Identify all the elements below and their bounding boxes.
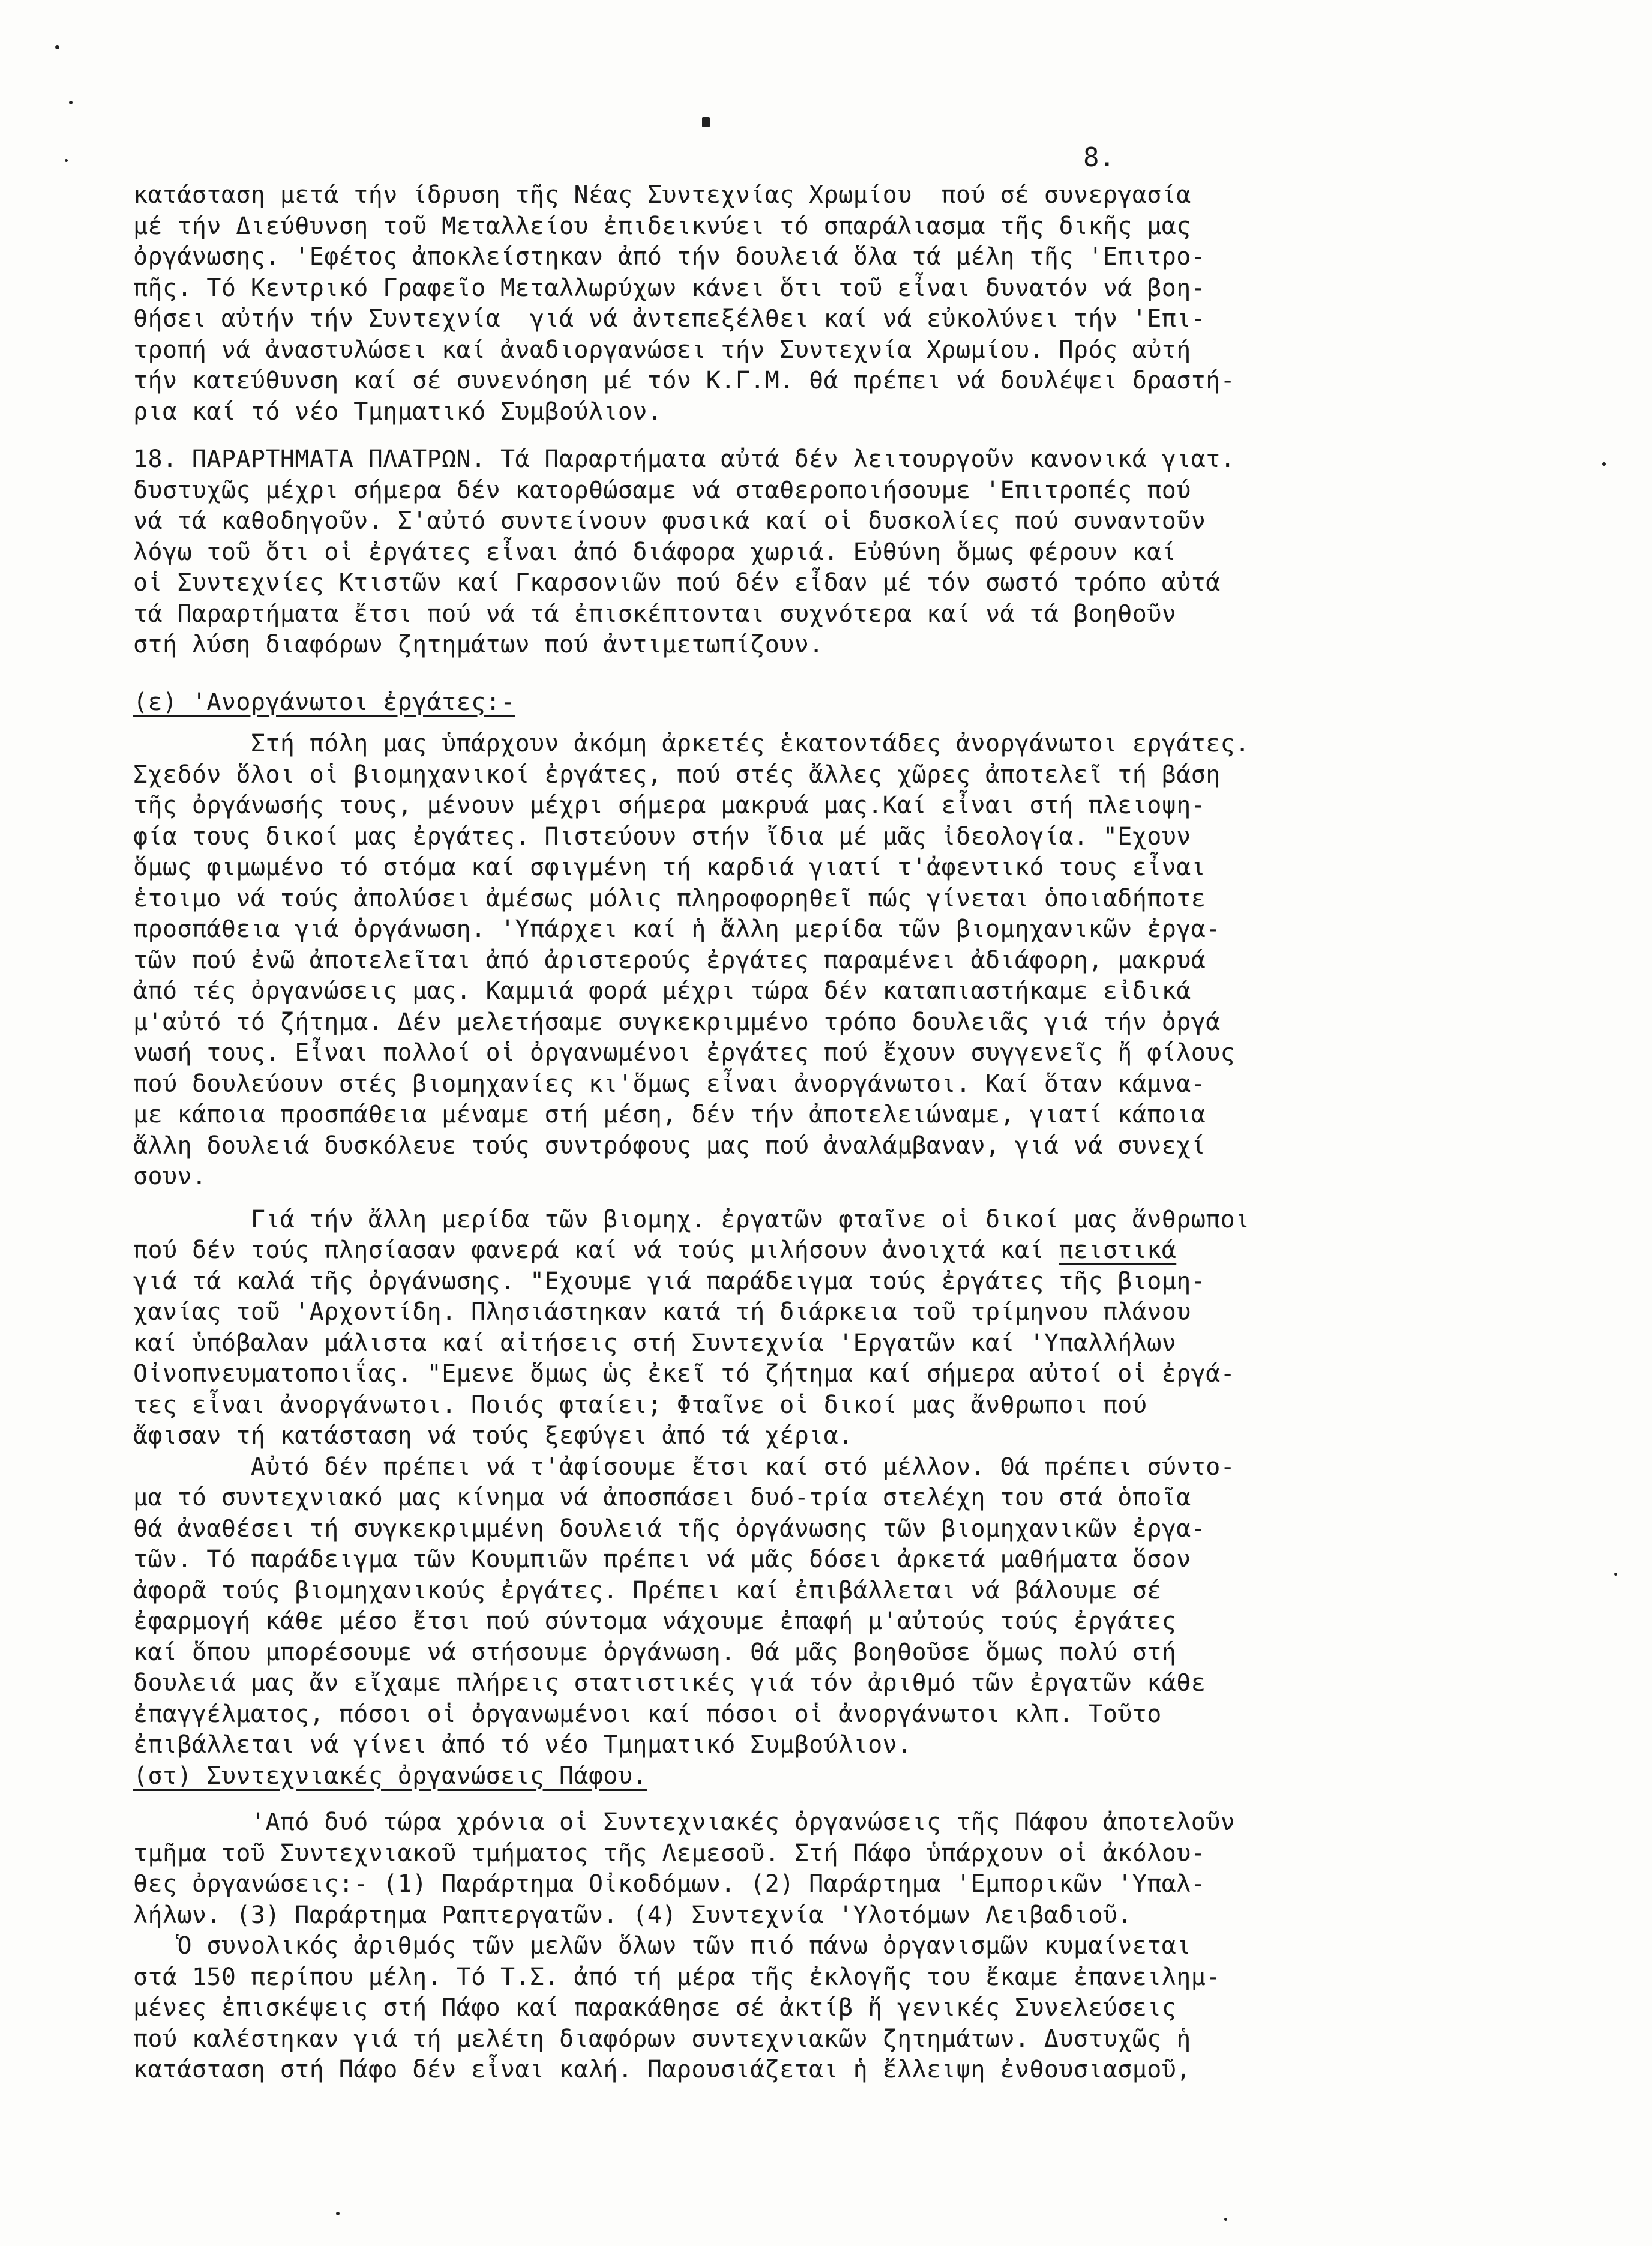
text-line: ἀπό τές ὀργανώσεις μας. Καμμιά φορά μέχρι τώρα δέν καταπιαστήκαμε εἰδικά [133, 977, 1191, 1005]
text-line: ὀργάνωσης. 'Εφέτος ἀποκλείστηκαν ἀπό τήν δουλειά ὅλα τά μέλη τῆς 'Επιτρο- [133, 243, 1206, 271]
scan-speck [1614, 1573, 1617, 1576]
page-number: 8. [1083, 142, 1115, 173]
text-line: νά τά καθοδηγοῦν. Σ'αὐτό συντείνουν φυσικά καί οἱ δυσκολίες πού συναντοῦν [133, 507, 1206, 535]
text-line: προσπάθεια γιά ὀργάνωση. 'Υπάρχει καί ἡ ἄλλη μερίδα τῶν βιομηχανικῶν ἐργα- [133, 915, 1221, 943]
text-line: ἐπιβάλλεται νά γίνει ἀπό τό νέο Τμηματικό Συμβούλιον. [133, 1731, 912, 1759]
text-line: μένες ἐπισκέψεις στή Πάφο καί παρακάθησε σέ ἀκτίβ ἤ γενικές Συνελεύσεις [133, 1994, 1177, 2022]
text-line: 'Από δυό τώρα χρόνια οἱ Συντεχνιακές ὀργανώσεις τῆς Πάφου ἀποτελοῦν [133, 1808, 1236, 1836]
text-line: θά ἀναθέσει τή συγκεκριμμένη δουλειά τῆς ὀργάνωσης τῶν βιομηχανικῶν ἐργα- [133, 1514, 1206, 1543]
text-line: γιά τά καλά τῆς ὀργάνωσης. "Εχουμε γιά παράδειγμα τούς ἐργάτες τῆς βιομη- [133, 1267, 1206, 1295]
text-line: καί ὑπόβαλαν μάλιστα καί αἰτήσεις στή Συντεχνία 'Εργατῶν καί 'Υπαλλήλων [133, 1329, 1177, 1357]
text-line: σουν. [133, 1163, 207, 1190]
scan-speck [69, 101, 73, 104]
text-line: θες ὀργανώσεις:- (1) Παράρτημα Οἰκοδόμων. (2) Παράρτημα 'Εμπορικῶν 'Υπαλ- [133, 1870, 1206, 1898]
text-line: θήσει αὐτήν τήν Συντεχνία γιά νά ἀντεπεξέλθει καί νά εὐκολύνει τήν 'Επι- [133, 305, 1206, 333]
text-line: κατάσταση στή Πάφο δέν εἶναι καλή. Παρουσιάζεται ἡ ἔλλειψη ἐνθουσιασμοῦ, [133, 2056, 1191, 2083]
text-line: τῶν πού ἐνῶ ἀποτελεῖται ἀπό ἀριστερούς ἐργάτες παραμένει ἀδιάφορη, μακρυά [133, 946, 1206, 974]
paragraph-paphos [133, 1807, 1453, 2086]
text-line: χανίας τοῦ 'Αρχοντίδη. Πλησιάστηκαν κατά τή διάρκεια τοῦ τρίμηνου πλάνου [133, 1298, 1191, 1326]
text-line: Οἰνοπνευματοποιΐας. "Εμενε ὅμως ὡς ἐκεῖ τό ζήτημα καί σήμερα αὐτοί οἱ ἐργά- [133, 1360, 1236, 1388]
text-line: Σχεδόν ὅλοι οἱ βιομηχανικοί ἐργάτες, πού στές ἄλλες χῶρες ἀποτελεῖ τή βάση [133, 760, 1221, 789]
paragraph-unorganized-workers [133, 729, 1453, 1193]
text-line: ἐφαρμογή κάθε μέσο ἔτσι πού σύντομα νάχουμε ἐπαφή μ'αὐτούς τούς ἐργάτες [133, 1607, 1177, 1635]
text-line: με κάποια προσπάθεια μέναμε στή μέση, δέν τήν ἀποτελειώναμε, γιατί κάποια [133, 1101, 1206, 1128]
text-line: μ'αὐτό τό ζήτημα. Δέν μελετήσαμε συγκεκριμμένο τρόπο δουλειᾶς γιά τήν ὀργά [133, 1008, 1221, 1036]
text-line: Ὁ συνολικός ἀριθμός τῶν μελῶν ὅλων τῶν πιό πάνω ὀργανισμῶν κυμαίνεται [133, 1932, 1191, 1960]
scan-speck [1224, 2218, 1227, 2221]
section-heading-unorganized-workers: (ε) 'Ανοργάνωτοι ἐργάτες:- [133, 688, 515, 716]
text-line: τῶν. Τό παράδειγμα τῶν Κουμπιῶν πρέπει νά μᾶς δόσει ἀρκετά μαθήματα ὅσον [133, 1546, 1191, 1573]
section-heading-paphos-unions: (στ) Συντεχνιακές ὀργανώσεις Πάφου. [133, 1762, 647, 1790]
text-segment: πού δέν τούς πλησίασαν φανερά καί νά τούς μιλήσουν ἀνοιχτά καί [133, 1236, 1059, 1264]
text-line: 18. ΠΑΡΑΡΤΗΜΑΤΑ ΠΛΑΤΡΩΝ. Τά Παραρτήματα αὐτά δέν λειτουργοῦν κανονικά γιατ. [133, 445, 1236, 473]
paragraph-chromium-union [133, 180, 1453, 427]
text-line: καί ὅπου μπορέσουμε νά στήσουμε ὀργάνωση. Θά μᾶς βοηθοῦσε ὅμως πολύ στή [133, 1638, 1177, 1666]
text-line: κατάσταση μετά τήν ίδρυση τῆς Νέας Συντεχνίας Χρωμίου πού σέ συνεργασία [133, 181, 1191, 209]
text-line: τήν κατεύθυνση καί σέ συνενόηση μέ τόν Κ.Γ.Μ. θά πρέπει νά δουλέψει δραστή- [133, 367, 1236, 394]
text-line: λήλων. (3) Παράρτημα Ραπτεργατῶν. (4) Συντεχνία 'Υλοτόμων Λειβαδιοῦ. [133, 1901, 1132, 1929]
text-line: οἱ Συντεχνίες Κτιστῶν καί Γκαρσονιῶν πού δέν εἶδαν μέ τόν σωστό τρόπο αὐτά [133, 569, 1221, 597]
text-line: ἄφισαν τή κατάσταση νά τούς ξεφύγει ἀπό τά χέρια. [133, 1422, 853, 1450]
text-line: ὅμως φιμωμένο τό στόμα καί σφιγμένη τή καρδιά γιατί τ'ἀφεντικό τους εἶναι [133, 854, 1206, 881]
text-line: δουλειά μας ἄν εἴχαμε πλήρεις στατιστικές γιά τόν ἀριθμό τῶν ἐργατῶν κάθε [133, 1669, 1206, 1697]
text-line: τες εἶναι ἀνοργάνωτοι. Ποιός φταίει; Φταῖνε οἱ δικοί μας ἄνθρωποι πού [133, 1391, 1147, 1419]
text-line: πῆς. Τό Κεντρικό Γραφεῖο Μεταλλωρύχων κάνει ὅτι τοῦ εἶναι δυνατόν νά βοη- [133, 274, 1206, 302]
text-line: Στή πόλη μας ὑπάρχουν ἀκόμη ἀρκετές ἑκατοντάδες ἀνοργάνωτοι εργάτες. [133, 730, 1250, 757]
paragraph-platres-branches [133, 444, 1453, 661]
text-line: στά 150 περίπου μέλη. Τό Τ.Σ. ἀπό τή μέρα τῆς ἐκλογῆς του ἔκαμε ἐπανειλημ- [133, 1963, 1221, 1991]
text-line: ἀφορᾶ τούς βιομηχανικούς ἐργάτες. Πρέπει καί ἐπιβάλλεται νά βάλουμε σέ [133, 1576, 1162, 1604]
text-line: τμῆμα τοῦ Συντεχνιακοῦ τμήματος τῆς Λεμεσοῦ. Στή Πάφο ὑπάρχουν οἱ ἀκόλου- [133, 1839, 1206, 1867]
text-line: δυστυχῶς μέχρι σήμερα δέν κατορθώσαμε νά σταθεροποιήσουμε 'Επιτροπές πού [133, 476, 1191, 504]
text-line: ἐπαγγέλματος, πόσοι οἱ ὀργανωμένοι καί πόσοι οἱ ἀνοργάνωτοι κλπ. Τοῦτο [133, 1700, 1162, 1728]
text-line: φία τους δικοί μας ἐργάτες. Πιστεύουν στήν ἴδια μέ μᾶς ἰδεολογία. "Εχουν [133, 822, 1191, 851]
text-line: λόγω τοῦ ὅτι οἱ ἐργάτες εἶναι ἀπό διάφορα χωριά. Εὐθύνη ὅμως φέρουν καί [133, 538, 1177, 566]
paragraph-future-actions [133, 1452, 1453, 1761]
text-line [133, 1235, 1453, 1266]
text-line: μέ τήν Διεύθυνση τοῦ Μεταλλείου ἐπιδεικνύει τό σπαράλιασμα τῆς δικῆς μας [133, 212, 1191, 240]
text-line: Γιά τήν ἄλλη μερίδα τῶν βιομηχ. ἐργατῶν φταῖνε οἱ δικοί μας ἄνθρωποι [133, 1205, 1250, 1233]
text-line: πού καλέστηκαν γιά τή μελέτη διαφόρων συντεχνιακῶν ζητημάτων. Δυστυχῶς ἡ [133, 2025, 1191, 2053]
text-line: ἑτοιμο νά τούς ἀπολύσει ἀμέσως μόλις πληροφορηθεῖ πώς γίνεται ὁποιαδήποτε [133, 884, 1206, 912]
scan-speck [336, 2212, 340, 2215]
scan-speck [1602, 462, 1606, 466]
text-line: Αὐτό δέν πρέπει νά τ'ἀφίσουμε ἔτσι καί στό μέλλον. Θά πρέπει σύντο- [133, 1453, 1236, 1481]
text-line: πού δουλεύουν στές βιομηχανίες κι'ὅμως εἶναι ἀνοργάνωτοι. Καί ὅταν κάμνα- [133, 1070, 1206, 1098]
scan-speck [55, 45, 59, 49]
text-line: στή λύση διαφόρων ζητημάτων πού ἀντιμετωπίζουν. [133, 631, 824, 658]
paragraph-industrial-workers [133, 1205, 1453, 1452]
text-line: τά Παραρτήματα ἔτσι πού νά τά ἐπισκέπτονται συχνότερα καί νά τά βοηθοῦν [133, 600, 1177, 628]
scan-speck [702, 117, 710, 127]
document-body [133, 180, 1453, 2086]
text-line: μα τό συντεχνιακό μας κίνημα νά ἀποσπάσει δυό-τρία στελέχη του στά ὁποῖα [133, 1484, 1191, 1511]
text-line: ἄλλη δουλειά δυσκόλευε τούς συντρόφους μας πού ἀναλάμβαναν, γιά νά συνεχί [133, 1131, 1206, 1160]
scan-speck [65, 159, 68, 162]
text-line: τῆς ὀργάνωσής τους, μένουν μέχρι σήμερα μακρυά μας.Καί εἶναι στή πλειοψη- [133, 792, 1206, 819]
text-line: τροπή νά ἀναστυλώσει καί ἀναδιοργανώσει τήν Συντεχνία Χρωμίου. Πρός αὐτή [133, 336, 1191, 364]
text-line: ρια καί τό νέο Τμηματικό Συμβούλιον. [133, 397, 662, 426]
underlined-word: πειστικά [1059, 1236, 1177, 1264]
text-line: νωσή τους. Εἶναι πολλοί οἱ ὀργανωμένοι ἐργάτες πού ἔχουν συγγενεῖς ἤ φίλους [133, 1039, 1236, 1067]
